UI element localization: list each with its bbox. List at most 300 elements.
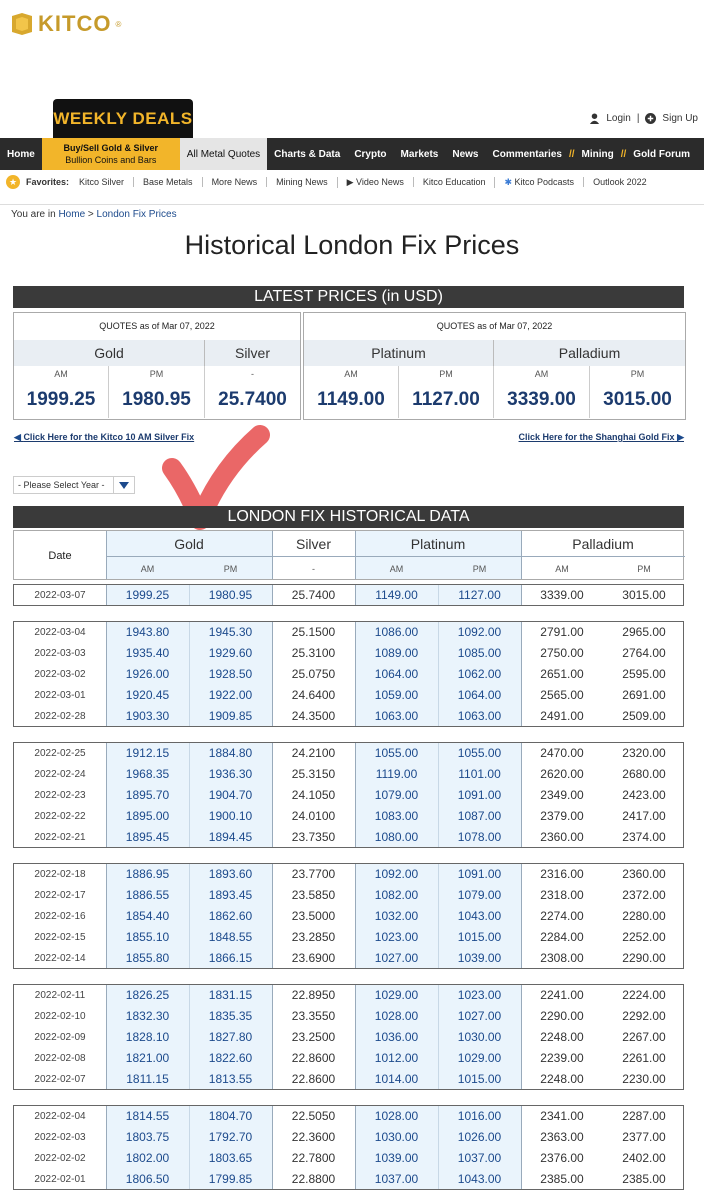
row-platinum-pm: 1043.00 [457,1172,502,1186]
row-palladium-pm: 2267.00 [622,1030,666,1044]
gold-header: Gold [14,340,205,366]
arrow-left-icon: ◀ [14,432,21,442]
nav-buy-sell-title: Buy/Sell Gold & Silver [63,143,159,153]
palladium-header: Palladium [494,340,685,366]
row-platinum-pm: 1127.00 [458,588,501,602]
row-platinum-am: 1083.00 [374,809,419,823]
row-palladium-am: 2363.00 [540,1130,584,1144]
platinum-am-label: AM [304,366,399,382]
quotes-date-left: QUOTES as of Mar 07, 2022 [99,321,215,331]
hist-palladium-am: AM [555,564,569,574]
row-platinum-am: 1063.00 [374,709,419,723]
row-platinum-pm: 1029.00 [457,1051,502,1065]
table-row [14,827,685,848]
row-palladium-pm: 2965.00 [622,625,666,639]
row-gold-am: 1926.00 [125,667,170,681]
row-silver: 22.3600 [291,1130,336,1144]
row-palladium-pm: 2224.00 [622,988,666,1002]
row-platinum-pm: 1091.00 [457,867,502,881]
row-date: 2022-02-21 [34,832,86,843]
row-gold-pm: 1792.70 [208,1130,253,1144]
row-palladium-pm: 2509.00 [622,709,666,723]
row-palladium-am: 2651.00 [540,667,584,681]
row-palladium-pm: 2230.00 [622,1072,666,1086]
nav-news[interactable]: News [452,148,479,160]
row-gold-pm: 1894.45 [208,830,253,844]
row-gold-am: 1802.00 [125,1151,170,1165]
row-platinum-am: 1059.00 [374,688,419,702]
palladium-pm-value: 3015.00 [603,389,672,410]
login-link[interactable]: Login [606,113,631,124]
row-palladium-pm: 2374.00 [622,830,666,844]
table-row [14,1006,685,1027]
row-silver: 24.6400 [291,688,336,702]
nav-slash-decoration: // [620,148,627,160]
quotes-date-right: QUOTES as of Mar 07, 2022 [436,321,553,331]
row-platinum-am: 1079.00 [374,788,419,802]
fav-more-news[interactable]: More News [202,177,267,187]
silver-dash-label: - [251,369,254,379]
fav-kitco-education[interactable]: Kitco Education [413,177,495,187]
hist-platinum-pm: PM [472,564,487,574]
row-group [13,742,684,848]
row-gold-pm: 1904.70 [208,788,253,802]
row-date: 2022-02-03 [34,1132,86,1143]
latest-prices-title: LATEST PRICES (in USD) [13,286,684,308]
row-palladium-am: 2385.00 [540,1172,584,1186]
row-palladium-pm: 2252.00 [622,930,666,944]
table-row [14,985,685,1006]
row-gold-pm: 1980.95 [208,588,253,602]
row-gold-am: 1886.95 [125,867,170,881]
row-platinum-pm: 1039.00 [457,951,502,965]
row-palladium-am: 2248.00 [540,1030,584,1044]
row-gold-am: 1832.30 [125,1009,170,1023]
row-date: 2022-02-17 [34,890,86,901]
gold-am-value: 1999.25 [14,382,109,418]
platinum-pm-label: PM [399,366,494,382]
table-row [14,764,685,785]
gold-pm-value: 1980.95 [109,382,205,418]
signup-link[interactable]: Sign Up [662,113,698,124]
row-platinum-pm: 1015.00 [457,930,502,944]
row-date: 2022-02-25 [34,748,86,759]
table-row [14,1106,685,1127]
hist-gold-am: AM [140,564,155,574]
row-date: 2022-02-01 [34,1174,86,1185]
hist-silver-header: Silver [295,535,331,552]
fav-outlook-2022[interactable]: Outlook 2022 [583,177,656,187]
nav-markets[interactable]: Markets [400,148,439,160]
row-gold-am: 1826.25 [125,988,170,1002]
table-row [14,1048,685,1069]
table-row [14,927,685,948]
row-gold-pm: 1799.85 [208,1172,253,1186]
row-silver: 25.3150 [291,767,336,781]
nav-home[interactable]: Home [7,148,35,160]
hist-platinum-header: Platinum [410,535,466,552]
row-gold-pm: 1813.55 [208,1072,253,1086]
row-palladium-pm: 2360.00 [622,867,666,881]
row-palladium-pm: 2402.00 [622,1151,666,1165]
page-title: Historical London Fix Prices [184,230,520,260]
row-palladium-pm: 2423.00 [622,788,666,802]
row-gold-pm: 1835.35 [208,1009,253,1023]
row-palladium-am: 2750.00 [540,646,584,660]
row-gold-am: 1999.25 [125,588,170,602]
palladium-am-label: AM [494,366,590,382]
row-gold-pm: 1862.60 [208,909,253,923]
row-date: 2022-02-10 [34,1011,86,1022]
row-silver: 23.5000 [291,909,336,923]
row-platinum-am: 1036.00 [374,1030,419,1044]
row-platinum-am: 1055.00 [374,746,419,760]
row-gold-am: 1814.55 [125,1109,170,1123]
main-nav [0,138,704,170]
row-gold-pm: 1900.10 [208,809,253,823]
row-platinum-am: 1086.00 [374,625,419,639]
row-date: 2022-03-02 [34,669,86,680]
row-platinum-pm: 1023.00 [457,988,502,1002]
favorites-label: Favorites: [26,177,70,187]
table-row [14,785,685,806]
row-platinum-pm: 1078.00 [457,830,502,844]
row-platinum-pm: 1101.00 [458,767,501,781]
arrow-right-icon: ▶ [677,432,684,442]
table-row [14,643,685,664]
row-silver: 22.5050 [291,1109,336,1123]
row-palladium-am: 2491.00 [540,709,584,723]
row-silver: 23.2500 [291,1030,336,1044]
row-gold-pm: 1945.30 [208,625,253,639]
row-platinum-am: 1037.00 [374,1172,419,1186]
row-silver: 24.2100 [291,746,336,760]
historical-header [13,530,684,580]
favorites-bar [6,172,696,192]
row-gold-pm: 1884.80 [208,746,253,760]
platinum-pm-value: 1127.00 [399,382,494,418]
nav-buy-sell-subtitle: Bullion Coins and Bars [65,155,157,165]
chevron-down-icon [113,477,134,493]
platinum-am-value: 1149.00 [304,382,399,418]
row-palladium-pm: 2292.00 [622,1009,666,1023]
row-gold-am: 1895.00 [125,809,170,823]
nav-gold-forum[interactable]: Gold Forum [633,148,690,160]
nav-all-metal-quotes[interactable]: All Metal Quotes [180,138,267,170]
fav-base-metals[interactable]: Base Metals [133,177,202,187]
row-platinum-am: 1023.00 [374,930,419,944]
row-date: 2022-02-18 [34,869,86,880]
row-gold-am: 1903.30 [125,709,170,723]
row-palladium-pm: 2280.00 [622,909,666,923]
row-platinum-am: 1092.00 [374,867,419,881]
row-gold-am: 1855.10 [125,930,170,944]
hist-gold-header: Gold [174,535,204,552]
hist-palladium-header: Palladium [572,535,634,552]
table-row [14,906,685,927]
row-palladium-am: 2316.00 [540,867,584,881]
row-palladium-am: 2791.00 [540,625,584,639]
historical-title: LONDON FIX HISTORICAL DATA [13,506,684,528]
hist-gold-pm: PM [223,564,238,574]
row-platinum-pm: 1092.00 [457,625,502,639]
row-palladium-am: 2349.00 [540,788,584,802]
fav-kitco-podcasts-label: Kitco Podcasts [514,176,575,187]
hist-silver-dash: - [312,564,315,574]
row-group [13,584,684,606]
table-row [14,685,685,706]
row-date: 2022-02-28 [34,711,86,722]
silver-value: 25.7400 [218,389,287,410]
row-gold-am: 1803.75 [125,1130,170,1144]
row-gold-pm: 1893.45 [208,888,253,902]
star-icon: ★ [6,175,20,189]
fav-mining-news[interactable]: Mining News [266,177,337,187]
row-platinum-am: 1032.00 [374,909,419,923]
table-row [14,1027,685,1048]
row-gold-pm: 1804.70 [208,1109,253,1123]
row-silver: 22.8950 [291,988,336,1002]
platinum-header: Platinum [304,340,494,366]
plus-circle-icon [645,113,656,124]
breadcrumb-current[interactable]: London Fix Prices [96,209,177,220]
row-silver: 23.6900 [291,951,336,965]
row-palladium-am: 2241.00 [540,988,584,1002]
row-silver: 23.7350 [291,830,336,844]
fav-video-news[interactable] [337,177,413,188]
year-select-value: - Please Select Year - [18,480,105,490]
row-platinum-pm: 1026.00 [457,1130,502,1144]
row-gold-am: 1968.35 [125,767,170,781]
row-platinum-am: 1149.00 [375,588,418,602]
fav-kitco-silver[interactable]: Kitco Silver [79,177,125,187]
row-gold-am: 1821.00 [125,1051,170,1065]
row-gold-pm: 1827.80 [208,1030,253,1044]
row-gold-pm: 1922.00 [208,688,253,702]
row-palladium-pm: 3015.00 [622,588,666,602]
row-gold-pm: 1822.60 [208,1051,253,1065]
row-silver: 25.3100 [291,646,336,660]
row-date: 2022-02-16 [34,911,86,922]
row-palladium-pm: 2261.00 [622,1051,666,1065]
row-group [13,984,684,1090]
row-silver: 24.1050 [291,788,336,802]
row-platinum-am: 1014.00 [374,1072,419,1086]
kitco-logo[interactable] [10,10,121,38]
row-palladium-am: 2470.00 [540,746,584,760]
row-platinum-pm: 1064.00 [457,688,502,702]
table-row [14,622,685,643]
row-platinum-am: 1029.00 [374,988,419,1002]
row-palladium-am: 2360.00 [540,830,584,844]
row-silver: 23.5850 [291,888,336,902]
row-date: 2022-03-01 [34,690,86,701]
breadcrumb-prefix: You are in [11,209,56,220]
row-palladium-pm: 2680.00 [622,767,666,781]
shanghai-gold-fix-link-text: Click Here for the Shanghai Gold Fix [518,432,675,442]
palladium-am-value: 3339.00 [494,382,590,418]
row-date: 2022-02-08 [34,1053,86,1064]
breadcrumb [11,209,177,220]
table-row [14,743,685,764]
row-gold-pm: 1866.15 [208,951,253,965]
row-gold-am: 1854.40 [125,909,170,923]
latest-left-box [13,312,301,420]
year-select[interactable] [13,476,135,494]
account-separator: | [636,113,640,124]
row-gold-pm: 1803.65 [208,1151,253,1165]
row-date: 2022-02-07 [34,1074,86,1085]
date-header: Date [48,550,72,562]
row-palladium-am: 2284.00 [540,930,584,944]
play-icon: ▶︎ [346,176,354,187]
row-gold-pm: 1936.30 [208,767,253,781]
row-date: 2022-02-04 [34,1111,86,1122]
row-group [13,1105,684,1190]
row-platinum-pm: 1062.00 [457,667,502,681]
podcast-icon: ✱ [504,176,513,187]
nav-mining[interactable]: Mining [581,148,614,160]
row-date: 2022-03-03 [34,648,86,659]
row-platinum-pm: 1063.00 [457,709,502,723]
row-platinum-am: 1028.00 [374,1009,419,1023]
weekly-deals-button[interactable]: WEEKLY DEALS [53,99,193,139]
table-row [14,864,685,885]
row-platinum-am: 1039.00 [374,1151,419,1165]
row-gold-am: 1811.15 [126,1072,169,1086]
row-date: 2022-02-22 [34,811,86,822]
table-row [14,706,685,727]
hist-platinum-am: AM [389,564,404,574]
table-row [14,585,685,606]
row-platinum-pm: 1015.00 [457,1072,502,1086]
row-platinum-pm: 1016.00 [457,1109,502,1123]
row-date: 2022-02-14 [34,953,86,964]
row-palladium-pm: 2377.00 [622,1130,666,1144]
nav-commentaries[interactable]: Commentaries [492,148,562,160]
fav-kitco-podcasts[interactable] [494,177,583,188]
logo-registered-mark: ® [115,19,122,29]
table-row [14,948,685,969]
row-palladium-am: 2248.00 [540,1072,584,1086]
row-date: 2022-02-23 [34,790,86,801]
row-platinum-am: 1082.00 [374,888,419,902]
breadcrumb-separator: > [87,209,94,220]
row-silver: 22.7800 [291,1151,336,1165]
row-silver: 23.3550 [291,1009,336,1023]
row-gold-pm: 1929.60 [208,646,253,660]
row-palladium-pm: 2417.00 [622,809,666,823]
user-icon [589,113,600,124]
row-silver: 23.7700 [291,867,336,881]
row-palladium-am: 2620.00 [540,767,584,781]
row-platinum-pm: 1043.00 [457,909,502,923]
nav-slash-decoration: // [568,148,575,160]
row-platinum-pm: 1085.00 [457,646,502,660]
row-date: 2022-02-09 [34,1032,86,1043]
fav-video-news-label: Video News [356,176,404,187]
nav-buy-sell[interactable] [42,138,180,170]
row-silver: 24.0100 [291,809,336,823]
hist-palladium-pm: PM [637,564,651,574]
row-gold-am: 1895.70 [125,788,170,802]
row-platinum-am: 1064.00 [374,667,419,681]
row-gold-am: 1920.45 [125,688,170,702]
row-gold-am: 1828.10 [125,1030,170,1044]
shanghai-gold-fix-link[interactable] [519,432,684,443]
row-palladium-am: 2274.00 [540,909,584,923]
row-platinum-am: 1028.00 [374,1109,419,1123]
breadcrumb-home[interactable]: Home [58,209,86,220]
silver-header: Silver [205,340,300,366]
row-silver: 22.8600 [291,1051,336,1065]
row-date: 2022-03-07 [34,590,86,601]
row-date: 2022-02-15 [34,932,86,943]
row-gold-am: 1895.45 [125,830,170,844]
row-silver: 22.8600 [291,1072,336,1086]
gold-am-label: AM [14,366,109,382]
row-group [13,621,684,727]
row-palladium-am: 2308.00 [540,951,584,965]
row-date: 2022-02-11 [34,990,86,1001]
row-palladium-pm: 2287.00 [622,1109,666,1123]
row-platinum-am: 1012.00 [374,1051,419,1065]
logo-text: KITCO [38,11,112,36]
row-gold-pm: 1909.85 [208,709,253,723]
row-palladium-am: 2290.00 [540,1009,584,1023]
palladium-pm-label: PM [630,369,645,379]
row-date: 2022-03-04 [34,627,86,638]
row-gold-am: 1943.80 [125,625,170,639]
row-date: 2022-02-24 [34,769,86,780]
row-palladium-am: 2565.00 [540,688,584,702]
row-date: 2022-02-02 [34,1153,86,1164]
gold-pm-label: PM [109,366,205,382]
row-group [13,863,684,969]
row-palladium-am: 2341.00 [540,1109,584,1123]
table-row [14,1069,685,1090]
row-platinum-pm: 1030.00 [457,1030,502,1044]
row-platinum-am: 1080.00 [374,830,419,844]
row-palladium-pm: 2385.00 [622,1172,666,1186]
nav-charts-data[interactable]: Charts & Data [274,148,341,160]
nav-crypto[interactable]: Crypto [354,148,387,160]
row-gold-pm: 1831.15 [208,988,253,1002]
row-palladium-pm: 2595.00 [622,667,666,681]
table-row [14,1169,685,1190]
row-platinum-pm: 1027.00 [457,1009,502,1023]
row-platinum-pm: 1087.00 [457,809,502,823]
row-silver: 25.1500 [291,625,336,639]
table-row [14,664,685,685]
row-gold-pm: 1928.50 [208,667,253,681]
row-gold-am: 1855.80 [125,951,170,965]
row-silver: 22.8800 [291,1172,336,1186]
row-palladium-pm: 2320.00 [622,746,666,760]
row-silver: 24.3500 [291,709,336,723]
row-gold-am: 1886.55 [125,888,170,902]
row-palladium-am: 2379.00 [540,809,584,823]
row-palladium-pm: 2691.00 [622,688,666,702]
row-palladium-am: 2239.00 [540,1051,584,1065]
row-silver: 23.2850 [291,930,336,944]
row-gold-am: 1806.50 [125,1172,170,1186]
header-divider [0,204,704,205]
row-gold-am: 1935.40 [125,646,170,660]
row-palladium-am: 3339.00 [540,588,584,602]
table-row [14,1148,685,1169]
row-gold-pm: 1848.55 [208,930,253,944]
